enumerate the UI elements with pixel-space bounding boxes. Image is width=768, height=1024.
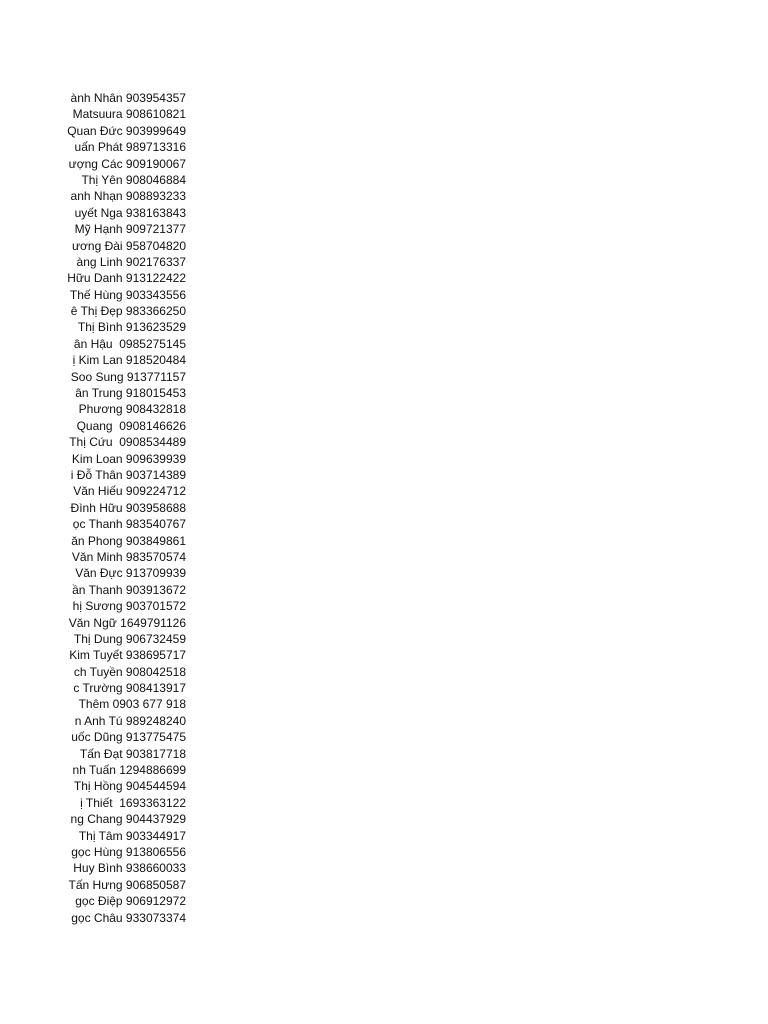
contact-entry: Matsuura 908610821 xyxy=(72,107,186,122)
contact-entry: uấn Phát 989713316 xyxy=(74,140,186,155)
contact-entry: nh Tuấn 1294886699 xyxy=(72,763,186,778)
contact-entry: Mỹ Hạnh 909721377 xyxy=(74,222,186,237)
contact-entry: gọc Hùng 913806556 xyxy=(71,844,186,859)
contact-entry: Văn Hiếu 909224712 xyxy=(73,484,186,499)
contact-list xyxy=(40,90,186,926)
contact-entry: Thị Yên 908046884 xyxy=(81,172,186,187)
contact-entry: uyết Nga 938163843 xyxy=(74,205,186,220)
contact-entry: ọc Thanh 983540767 xyxy=(72,517,186,532)
contact-entry: Phương 908432818 xyxy=(78,402,186,417)
contact-entry: Thêm 0903 677 918 xyxy=(78,697,186,712)
contact-entry: Thị Tâm 903344917 xyxy=(78,828,186,843)
contact-entry: Văn Ngữ 1649791126 xyxy=(68,615,186,630)
contact-entry: Kim Loan 909639939 xyxy=(71,451,186,466)
contact-entry: Thị Cứu 0908534489 xyxy=(69,435,186,450)
contact-entry: ê Thị Đẹp 983366250 xyxy=(70,304,186,319)
contact-entry: anh Nhạn 908893233 xyxy=(70,189,186,204)
contact-entry: gọc Châu 933073374 xyxy=(71,910,186,925)
contact-entry: ị Thiết 1693363122 xyxy=(80,795,186,810)
contact-entry: Quan Đức 903999649 xyxy=(67,123,186,138)
contact-entry: Huy Bình 938660033 xyxy=(73,861,186,876)
contact-entry: c Trường 908413917 xyxy=(73,681,186,696)
contact-entry: Văn Minh 983570574 xyxy=(71,549,186,564)
contact-entry: Tấn Đạt 903817718 xyxy=(79,746,186,761)
contact-entry: ượng Các 909190067 xyxy=(68,156,186,171)
contact-entry: Thị Dung 906732459 xyxy=(73,631,186,646)
contact-entry: Thế Hùng 903343556 xyxy=(69,287,186,302)
contact-entry: hị Sương 903701572 xyxy=(72,599,186,614)
contact-entry: i Đỗ Thân 903714389 xyxy=(70,467,186,482)
contact-entry: ần Thanh 903913672 xyxy=(72,582,186,597)
contact-entry: ch Tuyền 908042518 xyxy=(73,664,186,679)
contact-entry: Tấn Hưng 906850587 xyxy=(68,877,186,892)
contact-entry: n Anh Tú 989248240 xyxy=(74,713,186,728)
contact-entry: Thị Hồng 904544594 xyxy=(73,779,186,794)
contact-entry: uốc Dũng 913775475 xyxy=(71,730,186,745)
contact-entry: Thị Bình 913623529 xyxy=(77,320,186,335)
contact-entry: ăn Phong 903849861 xyxy=(71,533,186,548)
contact-entry: ành Nhân 903954357 xyxy=(70,91,186,105)
contact-entry: Soo Sung 913771157 xyxy=(70,369,186,384)
contact-entry: Văn Đực 913709939 xyxy=(75,566,186,581)
contact-entry: ương Đài 958704820 xyxy=(72,238,186,253)
contact-entry: àng Linh 902176337 xyxy=(76,254,186,269)
contact-entry: Hữu Danh 913122422 xyxy=(67,271,186,286)
contact-entry: Quang 0908146626 xyxy=(76,418,186,433)
contact-entry: ân Hậu 0985275145 xyxy=(73,336,186,351)
contact-entry: gọc Điệp 906912972 xyxy=(75,894,186,909)
contact-entry: ị Kim Lan 918520484 xyxy=(72,353,186,368)
contact-entry: Kim Tuyết 938695717 xyxy=(69,648,186,663)
contact-entry: ng Chang 904437929 xyxy=(70,812,186,827)
contact-entry: ân Trung 918015453 xyxy=(75,386,186,401)
contact-entry: Đình Hữu 903958688 xyxy=(70,500,186,515)
